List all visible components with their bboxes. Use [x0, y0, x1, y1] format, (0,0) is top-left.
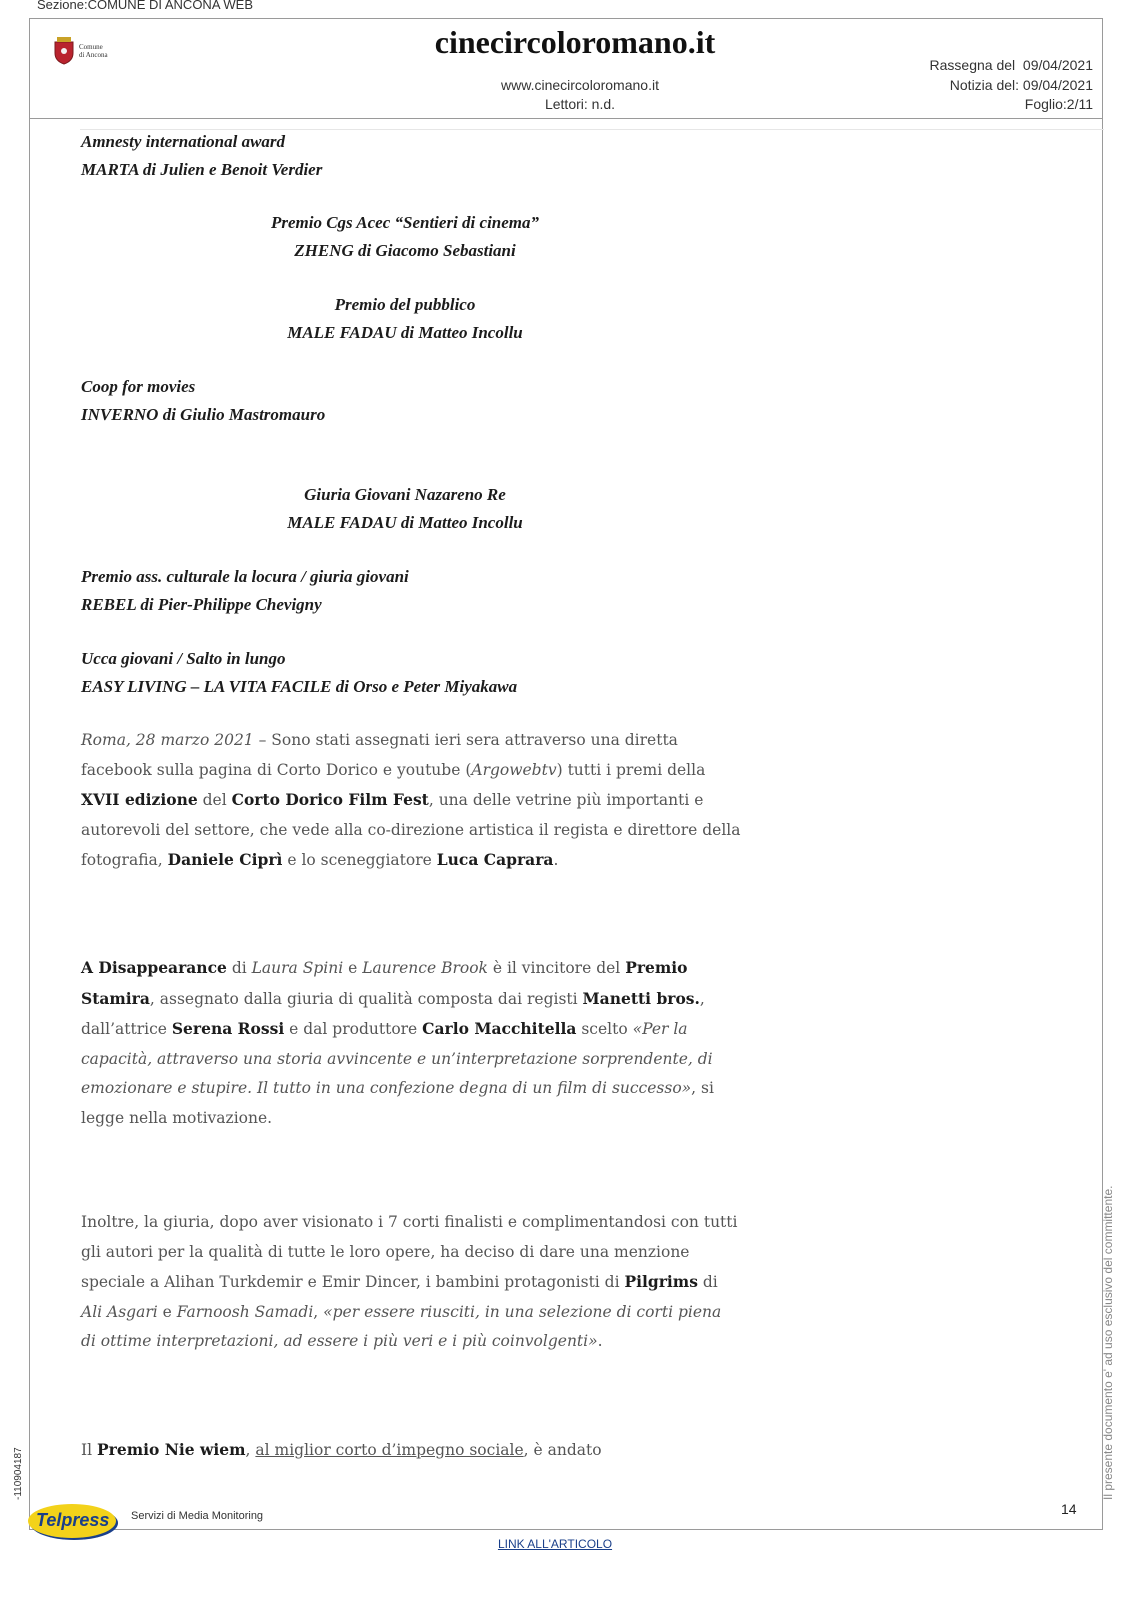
- comune-logo: [51, 35, 121, 67]
- award-winner: INVERNO di Giulio Mastromauro: [81, 405, 326, 424]
- award-winner: MARTA di Julien e Benoit Verdier: [81, 160, 323, 179]
- logo-text-line2: di Ancona: [79, 51, 108, 59]
- award-title: Premio ass. culturale la locura / giuria giovani: [81, 567, 409, 586]
- section-label: Sezione:COMUNE DI ANCONA WEB: [37, 0, 253, 12]
- award-winner: REBEL di Pier-Philippe Chevigny: [81, 595, 322, 614]
- document-id: -110904187: [13, 1447, 24, 1500]
- article-link[interactable]: LINK ALL'ARTICOLO: [497, 1537, 613, 1551]
- site-url: www.cinecircoloromano.it: [501, 77, 659, 93]
- award-title: Coop for movies: [81, 377, 196, 396]
- award-winner: EASY LIVING – LA VITA FACILE di Orso e Peter Miyakawa: [81, 677, 518, 696]
- award-block: [81, 373, 325, 429]
- news-date: Notizia del: 09/04/2021: [949, 77, 1093, 93]
- telpress-logo: [28, 1500, 118, 1542]
- award-winner: MALE FADAU di Matteo Incollu: [287, 513, 523, 532]
- award-title: Premio Cgs Acec “Sentieri di cinema”: [270, 213, 540, 232]
- article-paragraph-nie-wiem: Il Premio Nie wiem, al miglior corto d’impegno sociale, è andato: [81, 1440, 602, 1459]
- festival-name: Corto Dorico Film Fest: [231, 790, 429, 809]
- award-title: Giuria Giovani Nazareno Re: [304, 485, 506, 504]
- award-block: [81, 563, 409, 619]
- award-title: Premio del pubblico: [334, 295, 476, 314]
- award-winner: MALE FADAU di Matteo Incollu: [287, 323, 523, 342]
- masthead-title: cinecircoloromano.it: [434, 24, 716, 60]
- award-block: [210, 209, 600, 265]
- article-paragraph-stamira: A Disappearance di Laura Spini e Laurence Brook è il vincitore del Premio Stamira, assegnato dalla giuria di qualità composta dai registi Manetti bros., dall’attrice Serena Rossi e dal produttore Carlo Macchitella scelto «Per la capacità, attraverso una storia avvincente e un’interpretazione sorprendente, di emozionare e stupire. Il tutto in una confezione degna di un film di successo», si legge nella motivazione.: [81, 958, 714, 1127]
- award-block: [81, 128, 322, 184]
- page-number: 14: [1061, 1501, 1077, 1517]
- sheet-number: Foglio:2/11: [1024, 96, 1093, 112]
- dateline: Roma, 28 marzo 2021: [81, 731, 254, 749]
- award-block: [210, 291, 600, 347]
- crest-icon: [51, 35, 77, 65]
- telpress-logo-text: Telpress: [36, 1510, 110, 1530]
- article-paragraph-pilgrims: Inoltre, la giuria, dopo aver visionato i 7 corti finalisti e complimentandosi con tutti gli autori per la qualità di tutte le loro opere, ha deciso di dare una menzione speciale a Alihan Turkdemir e Emir Dincer, i bambini protagonisti di Pilgrims di Ali Asgari e Farnoosh Samadi, «per essere riusciti, in una selezione di corti piena di ottime interpretazioni, ad essere i più veri e i più coinvolgenti».: [81, 1213, 738, 1350]
- impegno-sociale-link[interactable]: al miglior corto d’impegno sociale: [255, 1441, 524, 1459]
- award-title: Ucca giovani / Salto in lungo: [81, 649, 286, 668]
- review-date: Rassegna del 09/04/2021: [929, 57, 1093, 73]
- award-title: Amnesty international award: [81, 132, 286, 151]
- award-block: [81, 645, 517, 701]
- logo-text-line1: Comune: [79, 43, 103, 51]
- header-divider: [29, 118, 1103, 119]
- services-label: Servizi di Media Monitoring: [131, 1510, 264, 1522]
- award-winner: ZHENG di Giacomo Sebastiani: [294, 241, 516, 260]
- award-block: [210, 481, 600, 537]
- article-paragraph-intro: Roma, 28 marzo 2021 – Sono stati assegnati ieri sera attraverso una diretta facebook sulla pagina di Corto Dorico e youtube (Argowebtv) tutti i premi della XVII edizione del Corto Dorico Film Fest, una delle vetrine più importanti e autorevoli del settore, che vede alla co-direzione artistica il regista e direttore della fotografia, Daniele Ciprì e lo sceneggiatore Luca Caprara.: [81, 731, 741, 869]
- readers-count: Lettori: n.d.: [544, 96, 616, 112]
- usage-disclaimer: Il presente documento e' ad uso esclusivo del committente.: [1101, 1185, 1115, 1500]
